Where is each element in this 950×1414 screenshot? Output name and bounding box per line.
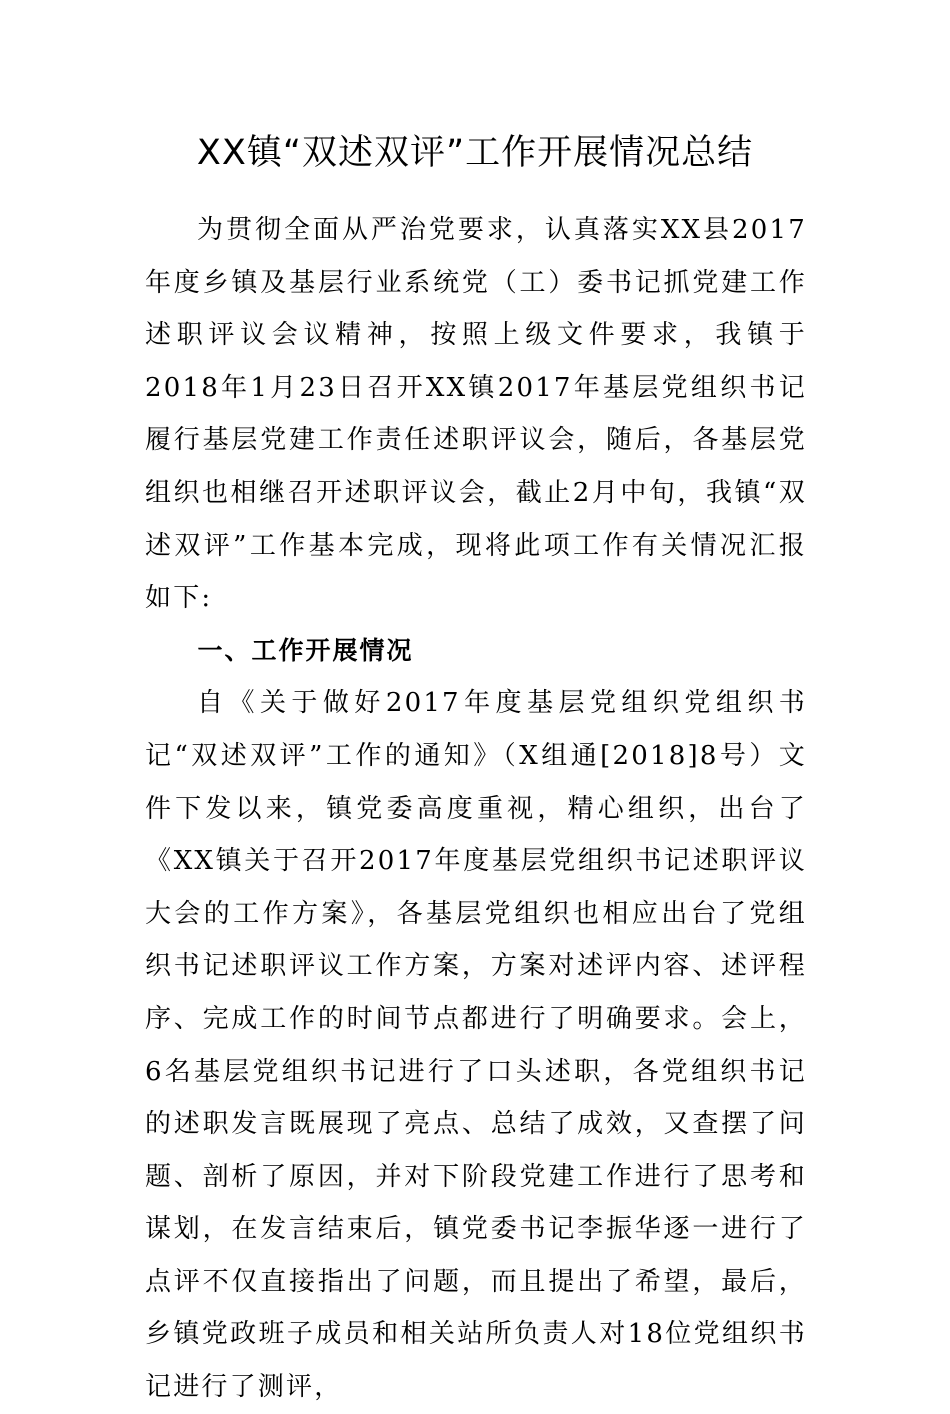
intro-paragraph: 为贯彻全面从严治党要求，认真落实XX县2017年度乡镇及基层行业系统党（工）委书记抓党建工作述职评议会议精神，按照上级文件要求，我镇于2018年1月23日召开XX镇2017年基层党组织书记履行基层党建工作责任述职评议会，随后，各基层党组织也相继召开述职评议会，截止2月中旬，我镇“双述双评”工作基本完成，现将此项工作有关情况汇报如下: bbox=[145, 215, 807, 614]
section-heading-work-progress: 一、工作开展情况 bbox=[197, 635, 414, 665]
section-paragraph-work-progress: 自《关于做好2017年度基层党组织党组织书记“双述双评”工作的通知》（X组通[2018]8号）文件下发以来，镇党委高度重视，精心组织，出台了《XX镇关于召开2017年度基层党组织书记述职评议大会的工作方案》，各基层党组织也相应出台了党组织书记述职评议工作方案，方案对述评内容、述评程序、完成工作的时间节点都进行了明确要求。会上，6名基层党组织书记进行了口头述职，各党组织书记的述职发言既展现了亮点、总结了成效，又查摆了问题、剖析了原因，并对下阶段党建工作进行了思考和谋划，在发言结束后，镇党委书记李振华逐一进行了点评不仅直接指出了问题，而且提出了希望，最后，乡镇党政班子成员和相关站所负责人对18位党组织书记进行了测评， bbox=[145, 688, 807, 1403]
document-title: XX镇“双述双评”工作开展情况总结 bbox=[196, 133, 754, 173]
document-body bbox=[145, 204, 807, 1414]
